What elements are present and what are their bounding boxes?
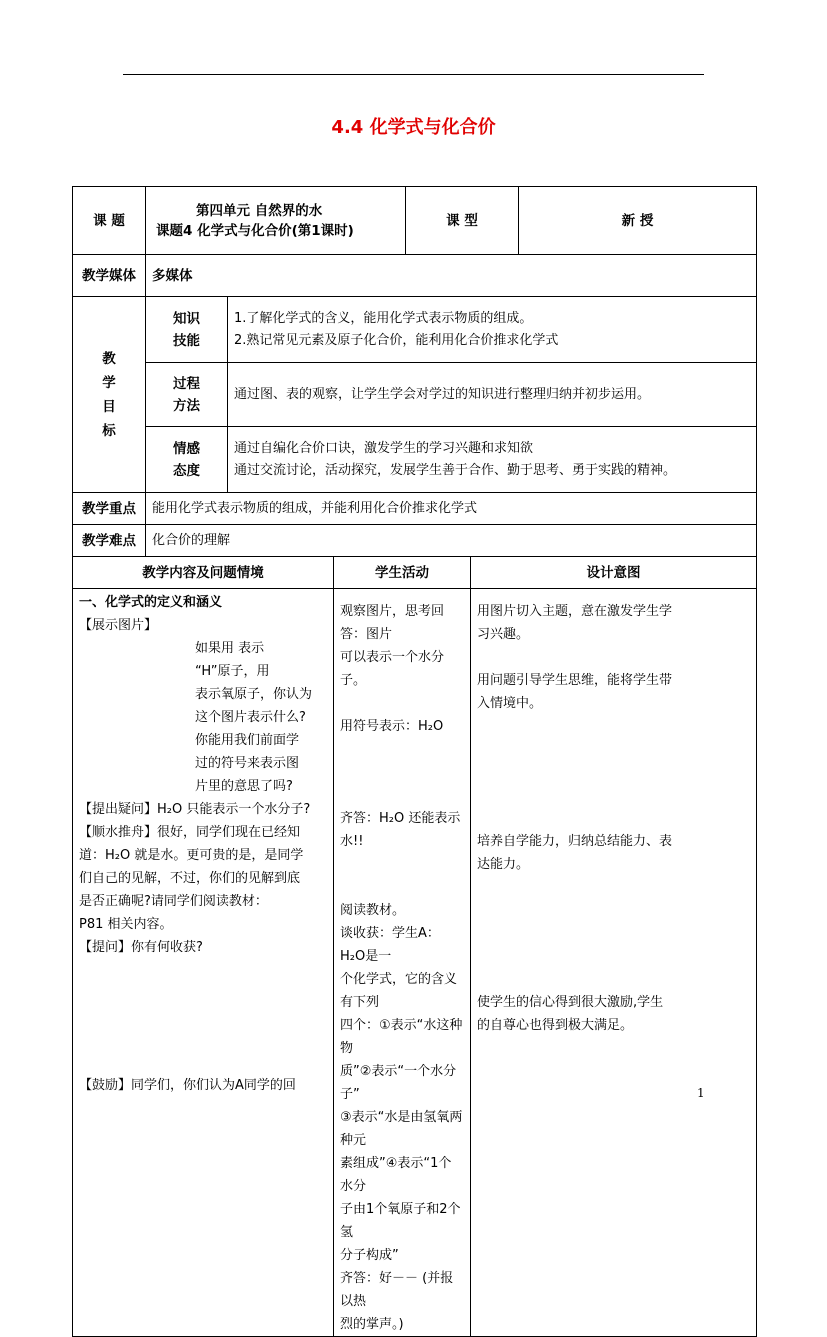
encourage-line: 【鼓励】同学们，你们认为A同学的回 <box>79 1078 296 1093</box>
column-header-row <box>73 557 757 589</box>
page-title: 4.4 化学式与化合价 <box>331 117 496 138</box>
lesson-plan-table <box>72 186 757 1337</box>
col-header-student: 学生活动 <box>334 557 471 589</box>
unit-line: 第四单元 自然界的水 <box>196 202 323 219</box>
goal-text-emotion: 通过自编化合价口诀，激发学生的学习兴趣和求知欲 通过交流讨论，活动探究，发展学生善于合作、勤于思考、勇于实践的精神。 <box>228 427 757 493</box>
media-row <box>73 255 757 297</box>
header-row <box>73 187 757 255</box>
ke-ti-label: 课 题 <box>73 187 146 255</box>
goals-label: 教 学 目 标 <box>73 297 146 493</box>
ke-xing-value: 新 授 <box>519 187 757 255</box>
section-title: 一、化学式的定义和涵义 <box>79 595 223 610</box>
content-row <box>73 589 757 1337</box>
goal-name-emotion: 情感 态度 <box>146 427 228 493</box>
follow-paragraph: 【顺水推舟】很好，同学们现在已经知 道：H₂O 就是水。更可贵的是，是同学 们自己的见解，不过，你们的见解到底 是否正确呢?请同学们阅读教材： P81 相关内容。 <box>79 825 304 932</box>
student-chorus-1: 齐答：H₂O 还能表示水!! <box>340 811 461 849</box>
media-value: 多媒体 <box>146 255 757 297</box>
raise-question: 【提出疑问】H₂O 只能表示一个水分子? <box>79 802 311 817</box>
goal-text-process: 通过图、表的观察，让学生学会对学过的知识进行整理归纳并初步运用。 <box>228 363 757 427</box>
goal-name-process: 过程 方法 <box>146 363 228 427</box>
topic-line: 课题4 化学式与化合价(第1课时) <box>156 222 354 239</box>
goal-row-emotion <box>73 427 757 493</box>
focus-row <box>73 493 757 525</box>
header-rule <box>123 74 704 75</box>
col-header-content: 教学内容及问题情境 <box>73 557 334 589</box>
show-picture: 【展示图片】 <box>79 618 158 633</box>
student-harvest: 谈收获：学生A：H₂O是一 个化学式，它的含义有下列 四个：①表示“水这种物 质”②表示“一个水分子” ③表示“水是由氢氧两种元 素组成”④表示“1个水分 子由1个氧原子和2个氢 分子构成” <box>340 926 463 1263</box>
ask-question: 【提问】你有何收获? <box>79 940 203 955</box>
goal-name-knowledge: 知识 技能 <box>146 297 228 363</box>
focus-label: 教学重点 <box>73 493 146 525</box>
difficulty-row <box>73 525 757 557</box>
difficulty-label: 教学难点 <box>73 525 146 557</box>
goal-text-knowledge: 1.了解化学式的含义，能用化学式表示物质的组成。 2.熟记常见元素及原子化合价，能利用化合价推求化学式 <box>228 297 757 363</box>
topic-cell <box>146 187 406 255</box>
col-header-intent: 设计意图 <box>471 557 757 589</box>
content-cell <box>73 589 334 1337</box>
picture-question: 如果用 表示 “H”原子，用 表示氧原子，你认为 这个图片表示什么? 你能用我们前面学 过的符号来表示图 片里的意思了吗? <box>195 641 313 794</box>
goal-row-knowledge <box>73 297 757 363</box>
page-number: 1 <box>697 1086 705 1100</box>
student-read: 阅读教材。 <box>340 903 406 918</box>
student-cell: 观察图片，思考回答：图片 可以表示一个水分子。 用符号表示：H₂O 齐答：H₂O 还能表示水!! 阅读教材。 谈收获：学生A：H₂O是一 个化学式，它的含义有下列 四个：①表示“水这种物 质”②表示“一个水分子” ③表示“水是由氢氧两种元 素组成”④表示“1个水分 子由1个氧原子和2个氢 分子构成” 齐答：好－－ (并报以热 烈的掌声。) <box>334 589 471 1337</box>
ke-xing-label: 课 型 <box>406 187 519 255</box>
goal-row-process <box>73 363 757 427</box>
focus-value: 能用化学式表示物质的组成，并能利用化合价推求化学式 <box>146 493 757 525</box>
media-label: 教学媒体 <box>73 255 146 297</box>
difficulty-value: 化合价的理解 <box>146 525 757 557</box>
student-symbol: 用符号表示：H₂O <box>340 719 444 734</box>
intent-cell: 用图片切入主题，意在激发学生学 习兴趣。 用问题引导学生思维，能将学生带 入情境中。 培养自学能力，归纳总结能力、表 达能力。 使学生的信心得到很大激励,学生 的自尊心也得到极大满足。 <box>471 589 757 1337</box>
student-chorus-2: 齐答：好－－ (并报以热 烈的掌声。) <box>340 1271 454 1332</box>
